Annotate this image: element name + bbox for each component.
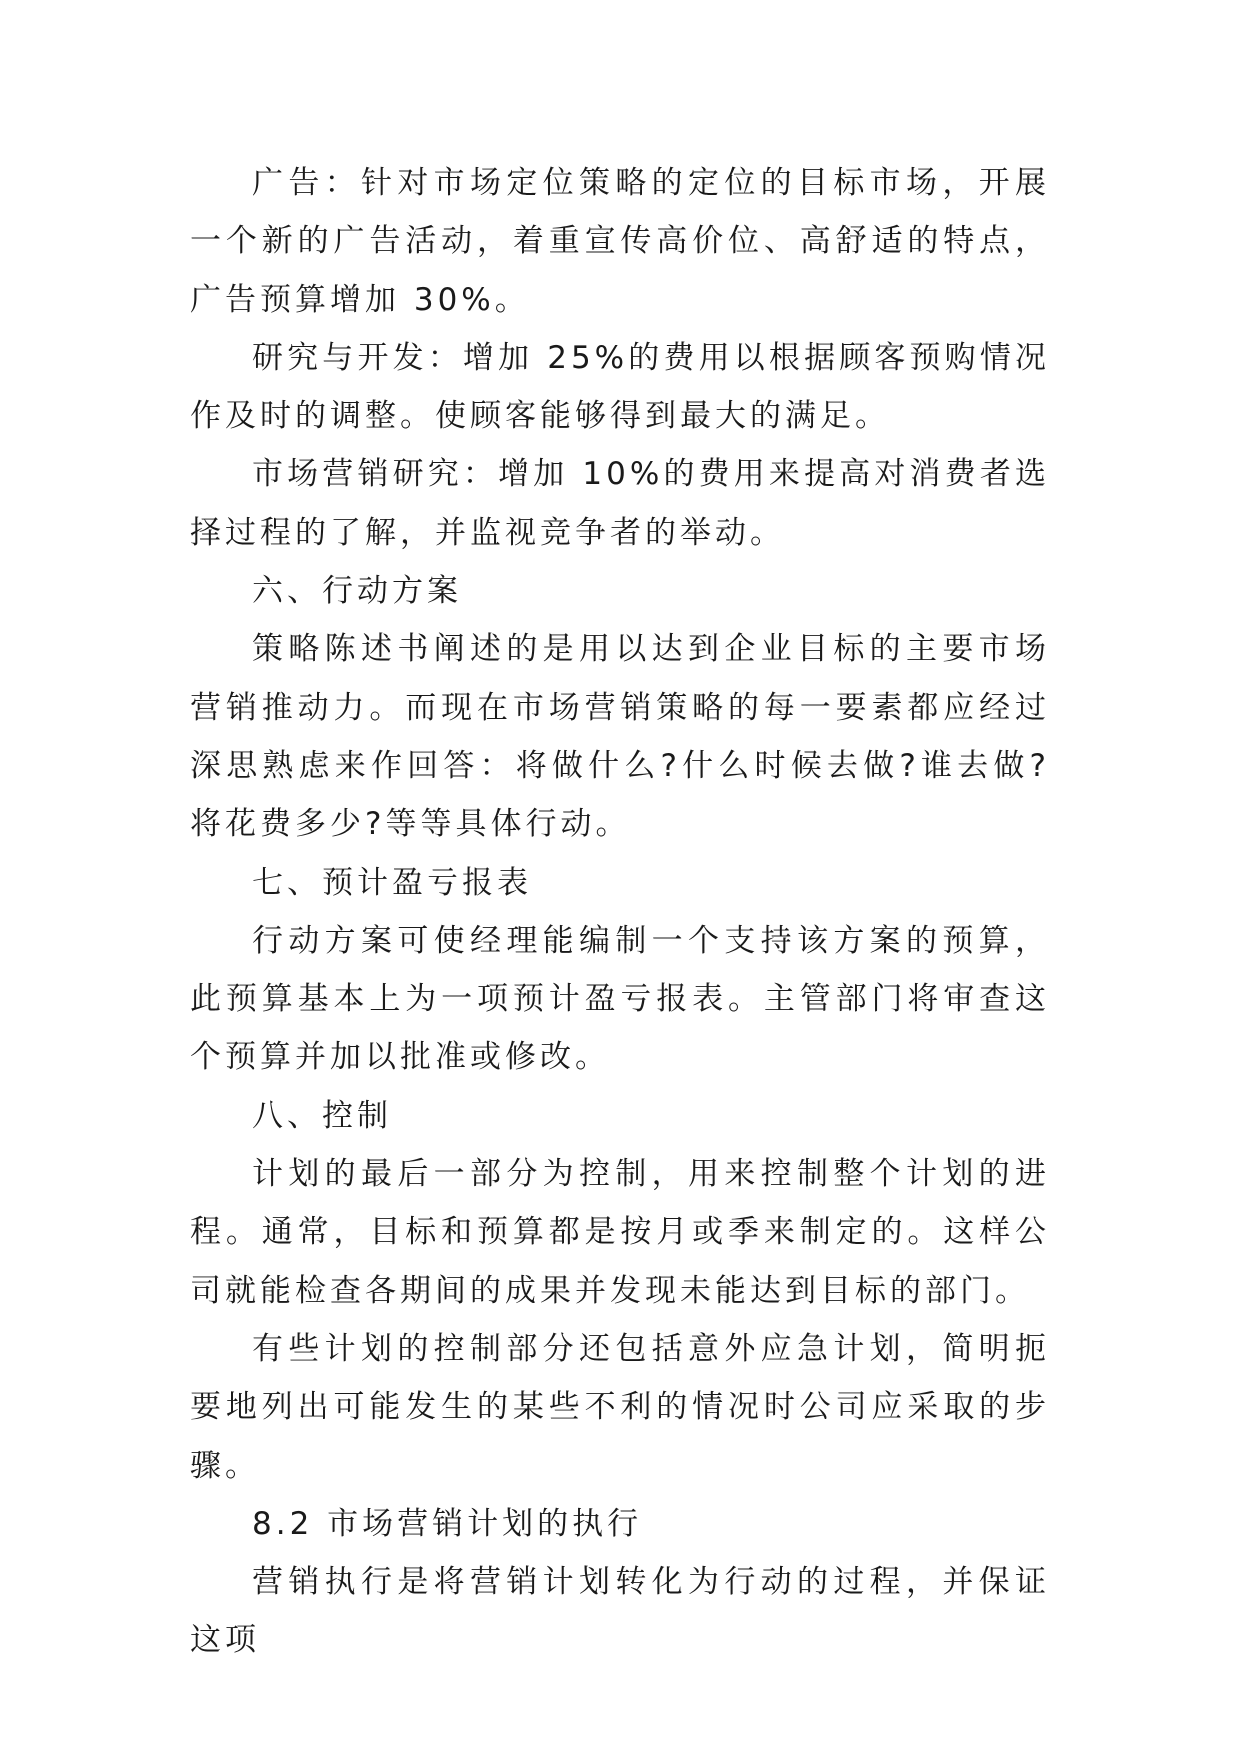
section-heading-profit-loss: 七、预计盈亏报表	[252, 864, 532, 901]
section-heading-control: 八、控制	[252, 1097, 392, 1134]
paragraph-contingency: 有些计划的控制部分还包括意外应急计划，简明扼要地列出可能发生的某些不利的情况时公司应采取的步骤。	[190, 1330, 1050, 1484]
paragraph-execution: 营销执行是将营销计划转化为行动的过程，并保证这项	[190, 1564, 1050, 1659]
paragraph-research-development: 研究与开发：增加 25%的费用以根据顾客预购情况作及时的调整。使顾客能够得到最大的满足。	[190, 339, 1050, 435]
body-text	[190, 154, 1050, 1670]
paragraph-profit-loss: 行动方案可使经理能编制一个支持该方案的预算，此预算基本上为一项预计盈亏报表。主管部门将审查这个预算并加以批准或修改。	[190, 922, 1050, 1076]
paragraph-action-plan: 策略陈述书阐述的是用以达到企业目标的主要市场营销推动力。而现在市场营销策略的每一要素都应经过深思熟虑来作回答：将做什么?什么时候去做?谁去做?将花费多少?等等具体行动。	[190, 631, 1050, 843]
paragraph-marketing-research: 市场营销研究：增加 10%的费用来提高对消费者选择过程的了解，并监视竞争者的举动。	[190, 456, 1050, 551]
paragraph-control: 计划的最后一部分为控制，用来控制整个计划的进程。通常，目标和预算都是按月或季来制定的。这样公司就能检查各期间的成果并发现未能达到目标的部门。	[190, 1156, 1050, 1309]
section-heading-action-plan: 六、行动方案	[252, 573, 462, 610]
section-heading-execution: 8.2 市场营销计划的执行	[252, 1505, 643, 1542]
paragraph-advertising: 广告：针对市场定位策略的定位的目标市场，开展一个新的广告活动，着重宣传高价位、高舒适的特点，广告预算增加 30%。	[190, 165, 1050, 318]
